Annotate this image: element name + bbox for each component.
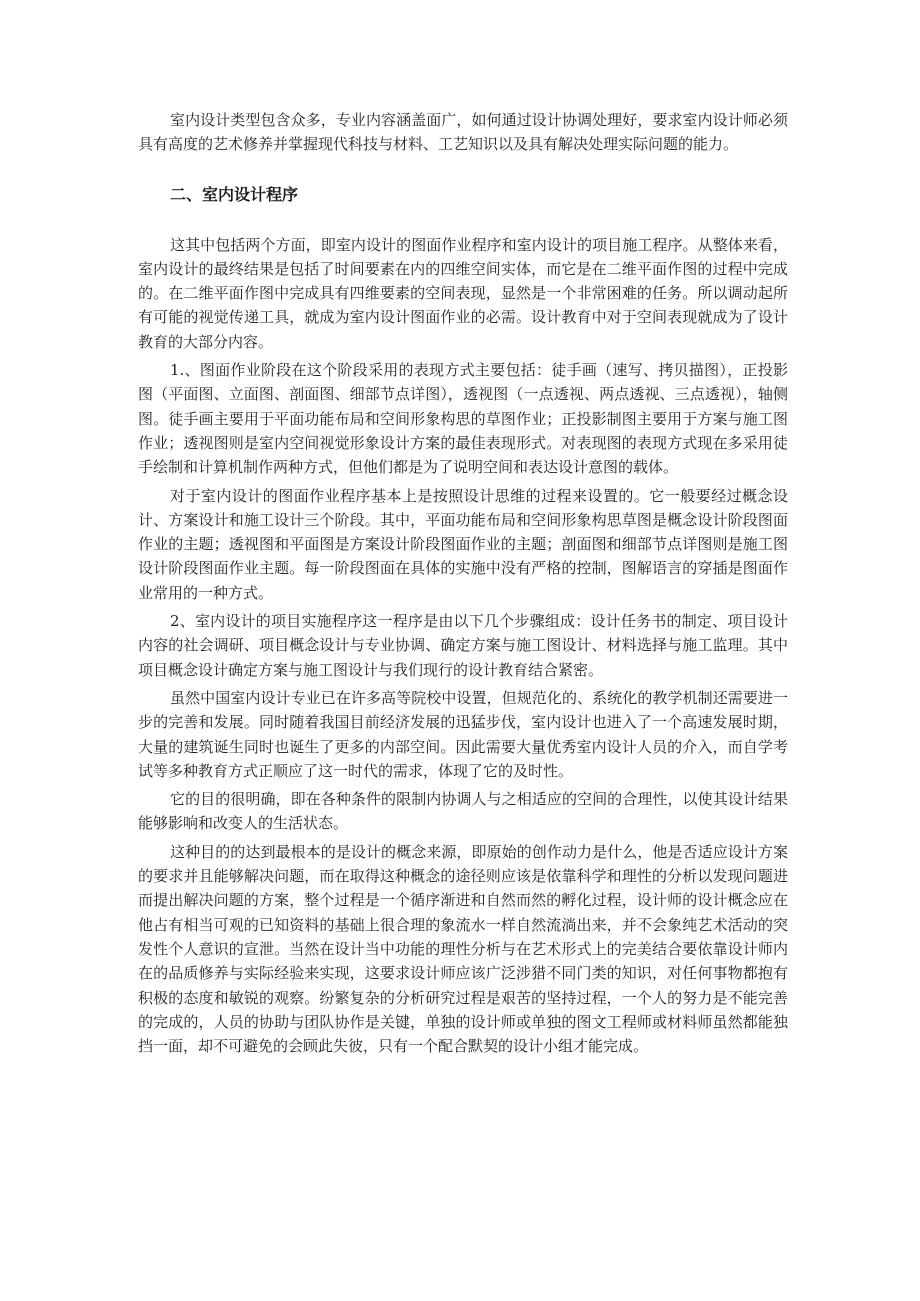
document-page (138, 108, 788, 1058)
section-heading: 二、室内设计程序 (170, 184, 299, 204)
intro-paragraph: 室内设计类型包含众多，专业内容涵盖面广，如何通过设计协调处理好，要求室内设计师必须具有高度的艺术修养并掌握现代科技与材料、工艺知识以及具有解决处理实际问题的能力。 (138, 111, 788, 154)
paragraph: 2、室内设计的项目实施程序这一程序是由以下几个步骤组成：设计任务书的制定、项目设计内容的社会调研、项目概念设计与专业协调、确定方案与施工图设计、材料选择与施工监理。其中项目概念设计确定方案与施工图设计与我们现行的设计教育结合紧密。 (138, 612, 788, 679)
paragraph: 对于室内设计的图面作业程序基本上是按照设计思维的过程来设置的。它一般要经过概念设计、方案设计和施工设计三个阶段。其中，平面功能布局和空间形象构思草图是概念设计阶段图面作业的主题；透视图和平面图是方案设计阶段图面作业的主题；剖面图和细部节点详图则是施工图设计阶段图面作业主题。每一阶段图面在具体的实施中没有严格的控制，图解语言的穿插是图面作业常用的一种方式。 (138, 486, 788, 602)
paragraph: 虽然中国室内设计专业已在许多高等院校中设置，但规范化的、系统化的教学机制还需要进一步的完善和发展。同时随着我国目前经济发展的迅猛步伐，室内设计也进入了一个高速发展时期，大量的建筑诞生同时也诞生了更多的内部空间。因此需要大量优秀室内设计人员的介入，而自学考试等多种教育方式正顺应了这一时代的需求，体现了它的及时性。 (138, 688, 788, 780)
paragraph: 1.、图面作业阶段在这个阶段采用的表现方式主要包括：徒手画（速写、拷贝描图），正投影图（平面图、立面图、剖面图、细部节点详图），透视图（一点透视、两点透视、三点透视），轴侧图。徒手画主要用于平面功能布局和空间形象构思的草图作业；正投影制图主要用于方案与施工图作业；透视图则是室内空间视觉形象设计方案的最佳表现形式。对表现图的表现方式现在多采用徒手绘制和计算机制作两种方式，但他们都是为了说明空间和表达设计意图的载体。 (138, 361, 788, 477)
paragraph: 它的目的很明确，即在各种条件的限制内协调人与之相适应的空间的合理性，以使其设计结果能够影响和改变人的生活状态。 (138, 790, 788, 833)
paragraph: 这种目的的达到最根本的是设计的概念来源，即原始的创作动力是什么，他是否适应设计方案的要求并且能够解决问题，而在取得这种概念的途径则应该是依靠科学和理性的分析以发现问题进而提出解决问题的方案，整个过程是一个循序渐进和自然而然的孵化过程，设计师的设计概念应在他占有相当可观的已知资料的基础上很合理的象流水一样自然流淌出来，并不会象纯艺术活动的突发性个人意识的宣泄。当然在设计当中功能的理性分析与在艺术形式上的完美结合要依靠设计师内在的品质修养与实际经验来实现，这要求设计师应该广泛涉猎不同门类的知识，对任何事物都抱有积极的态度和敏锐的观察。纷繁复杂的分析研究过程是艰苦的坚持过程，一个人的努力是不能完善的完成的，人员的协助与团队协作是关键，单独的设计师或单独的图文工程师或材料师虽然都能独挡一面，却不可避免的会顾此失彼，只有一个配合默契的设计小组才能完成。 (138, 842, 788, 1056)
paragraph: 这其中包括两个方面，即室内设计的图面作业程序和室内设计的项目施工程序。从整体来看，室内设计的最终结果是包括了时间要素在内的四维空间实体，而它是在二维平面作图的过程中完成的。在二维平面作图中完成具有四维要素的空间表现，显然是一个非常困难的任务。所以调动起所有可能的视觉传递工具，就成为室内设计图面作业的必需。设计教育中对于空间表现就成为了设计教育的大部分内容。 (138, 235, 788, 351)
